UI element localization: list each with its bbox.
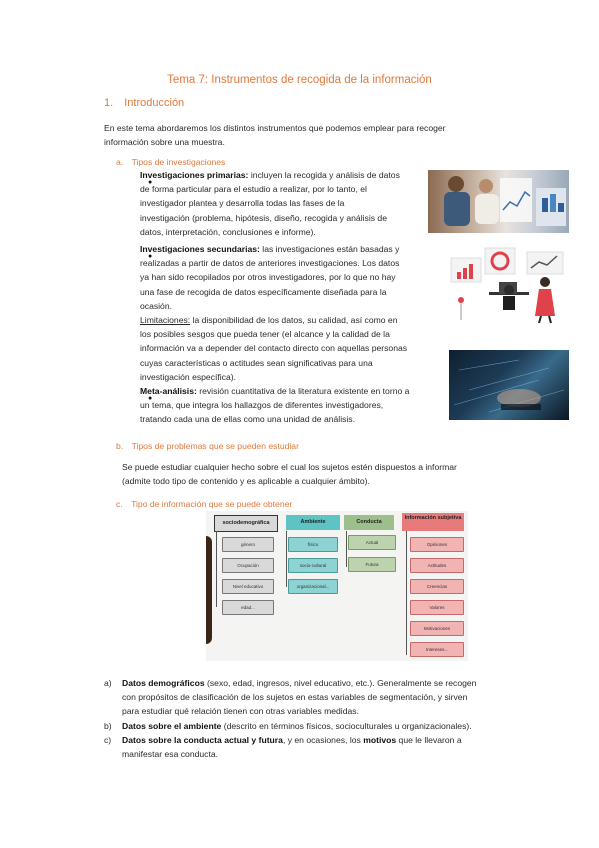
connector bbox=[286, 531, 287, 587]
cell-ocupacion: Ocupación bbox=[222, 558, 274, 573]
section-number: 1. bbox=[104, 97, 114, 109]
cell-nivel-educativo: Nivel educativo bbox=[222, 579, 274, 594]
information-types-diagram bbox=[206, 511, 468, 661]
header-informacion-subjetiva: Información subjetiva bbox=[402, 513, 464, 531]
section-heading bbox=[104, 97, 184, 109]
cell-organizacional: organizacional... bbox=[288, 579, 338, 594]
cell-actitudes: Actitudes bbox=[410, 558, 464, 573]
connector bbox=[406, 531, 407, 655]
cell-opiniones: Opiniones bbox=[410, 537, 464, 552]
information-list bbox=[104, 676, 516, 761]
cell-actual: Actual bbox=[348, 535, 396, 550]
connector bbox=[346, 531, 347, 567]
cell-futura: Futura bbox=[348, 557, 396, 572]
header-sociodemografica: sociodemográfica bbox=[214, 515, 278, 532]
cell-edad: edad... bbox=[222, 600, 274, 615]
header-ambiente: Ambiente bbox=[286, 515, 340, 530]
bullet-primarias: Investigaciones primarias: incluyen la recogida y análisis de datos de forma particular para el estudio a realizar, por lo tanto, el investigador plantea y desarrolla todas las fases de la investigación (problema, hipótesis, diseño, recogida y análisis de datos, interpretación, conclusiones e informe). bbox=[140, 170, 400, 237]
subsection-c: c. Tipo de información que se puede obtener bbox=[116, 499, 293, 509]
subsection-a: a. Tipos de investigaciones bbox=[116, 157, 226, 167]
list-item-b: b) Datos sobre el ambiente (descrito en términos físicos, socioculturales u organizacionales). bbox=[104, 720, 472, 731]
bullet-meta-analisis: Meta-análisis: revisión cuantitativa de la literatura existente en torno a un tema, que integra los hallazgos de diferentes investigadores, tratando cada una de ellas como una unidad de análisis. bbox=[140, 386, 410, 425]
section-title: Introducción bbox=[124, 97, 185, 109]
data-analysis-illustration bbox=[449, 244, 569, 324]
header-conducta: Conducta bbox=[344, 515, 394, 530]
cell-intereses: Intereses... bbox=[410, 642, 464, 657]
cell-fisico: físico bbox=[288, 537, 338, 552]
cell-valores: Valores bbox=[410, 600, 464, 615]
cell-socio-cultural: socio-cultural bbox=[288, 558, 338, 573]
intro-paragraph: En este tema abordaremos los distintos instrumentos que podemos emplear para recoger información sobre una muestra. bbox=[104, 123, 446, 148]
meta-analysis-photo bbox=[449, 350, 569, 420]
list-item-a: a) Datos demográficos (sexo, edad, ingresos, nivel educativo, etc.). Generalmente se recogen con propósitos de clasificación de los sujetos en estas variables de segmentación, y sirven para estudiar qué relación tienen con otras variables medidas. bbox=[104, 678, 477, 717]
bullet-secundarias: Investigaciones secundarias: las investigaciones están basadas y realizadas a partir de datos de anteriores investigaciones. Los datos ya han sido recopilados por otros investigadores, por lo que no hay una fase de recogida de datos específicamente diseñada para la ocasión. Limitaciones: la disponibilidad de los datos, su calidad, así como en los posibles sesgos que pueda tener (el alcance y la calidad de la información va a depender del contacto directo con aquellas personas cuyas características o actitudes sean significativas para una investigación específica). bbox=[140, 244, 408, 382]
list-item-c: c) Datos sobre la conducta actual y futura, y en ocasiones, los motivos que le llevaron a manifestar esa conducta. bbox=[104, 734, 462, 760]
cell-genero: género bbox=[222, 537, 274, 552]
diagram-decoration bbox=[206, 536, 212, 644]
cell-motivaciones: Motivaciones bbox=[410, 621, 464, 636]
cell-creencias: Creencias bbox=[410, 579, 464, 594]
connector bbox=[216, 531, 217, 607]
subsection-b-paragraph: Se puede estudiar cualquier hecho sobre el cual los sujetos estén dispuestos a informar (admite todo tipo de contenido y es aplicable a cualquier ámbito). bbox=[122, 462, 457, 487]
page-title: Tema 7: Instrumentos de recogida de la información bbox=[167, 74, 432, 86]
subsection-b: b. Tipos de problemas que se pueden estudiar bbox=[116, 441, 299, 451]
research-team-photo bbox=[428, 170, 569, 233]
